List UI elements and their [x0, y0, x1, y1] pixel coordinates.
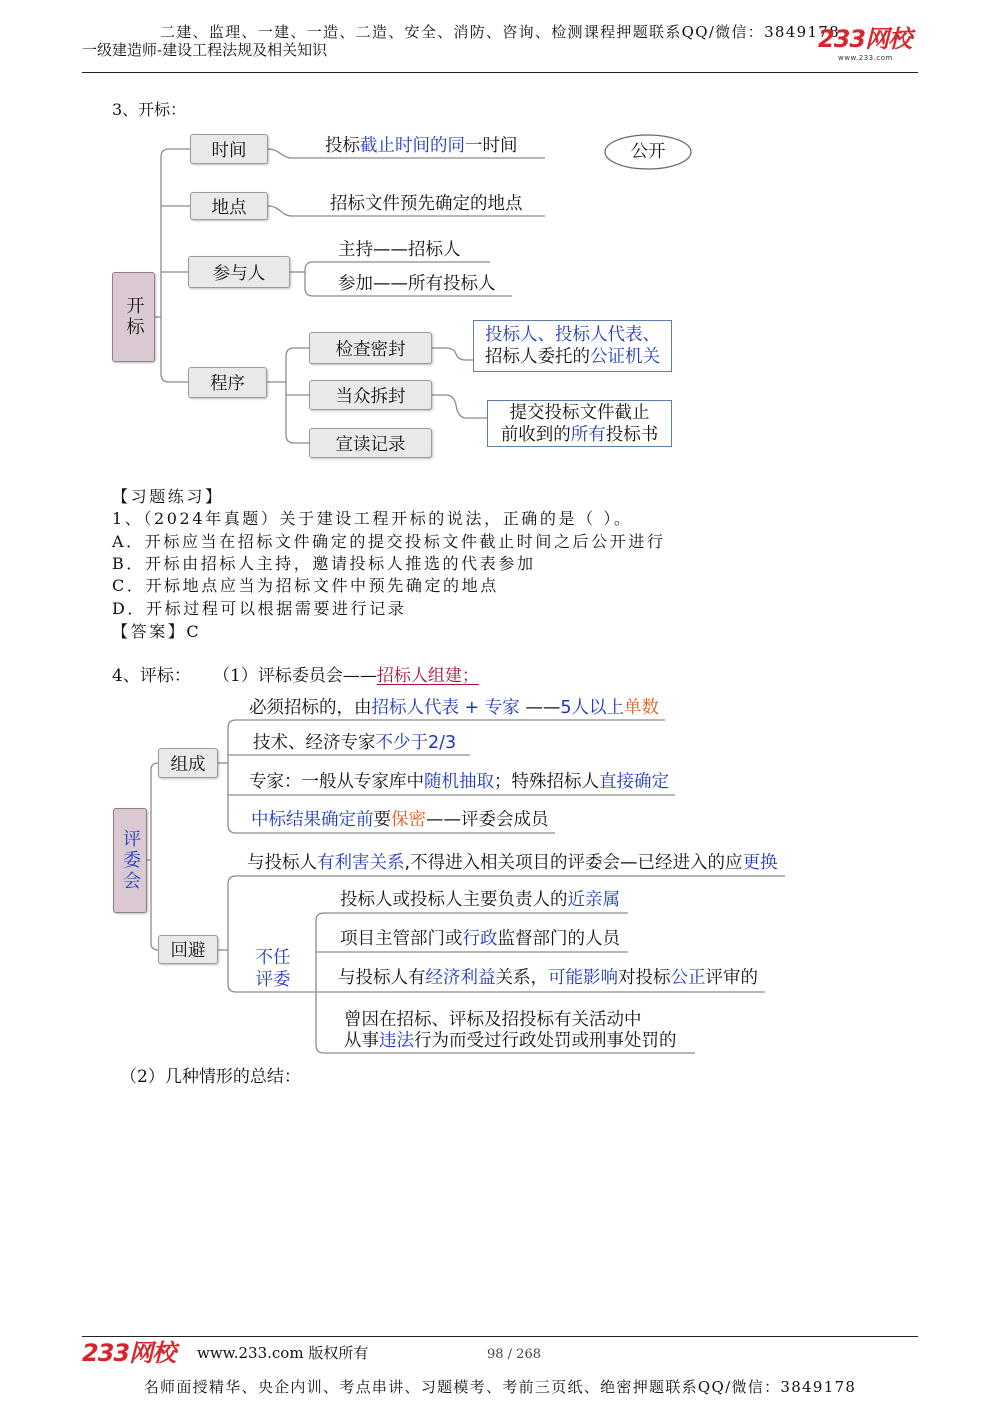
root-box-committee	[113, 808, 147, 913]
section3-heading: 3、开标：	[112, 100, 187, 119]
node-place: 地点	[190, 192, 268, 220]
node-time: 时间	[190, 134, 268, 164]
text-segment: 前收到的	[500, 424, 571, 445]
text-segment: 截止时间的同一	[360, 136, 483, 156]
time-text	[325, 136, 518, 156]
text-segment: 提交投标文件截止	[509, 402, 650, 423]
text-segment: 经济利益	[425, 968, 496, 988]
header-logo: 233网校	[818, 25, 912, 53]
callout-line	[485, 324, 660, 346]
text-segment: 技术、经济专家	[253, 733, 376, 753]
text-segment: 公正	[670, 968, 706, 988]
root-label: 开标	[123, 296, 145, 338]
text-segment: 直接确定	[599, 772, 669, 792]
page-number: 98 / 268	[487, 1347, 541, 1362]
node-composition: 组成	[158, 748, 218, 778]
footer-promo: 名师面授精华、央企内训、考点串讲、习题模考、考前三页纸、绝密押题联系QQ/微信：3849178	[143, 1378, 857, 1396]
footer-rule	[82, 1336, 918, 1337]
sub1-prefix: （1）评标委员会——	[213, 666, 377, 686]
text-segment: ；特殊招标人	[494, 772, 599, 792]
composition-line-1	[249, 698, 659, 718]
text-segment: 时间	[482, 136, 518, 156]
recusal-case-4-line-1	[344, 1010, 642, 1030]
callout-line	[501, 424, 659, 446]
section4-sub2: （2）几种情形的总结：	[120, 1067, 301, 1087]
recusal-case-3	[338, 968, 758, 988]
text-segment: 投标书	[605, 424, 659, 445]
text-segment: 监督部门的人员	[497, 929, 620, 949]
recusal-case-2	[340, 929, 620, 949]
not-serve-label: 不任评委	[255, 948, 291, 990]
text-segment: 近亲属	[567, 890, 620, 910]
place-text	[330, 194, 523, 214]
composition-line-2	[253, 733, 456, 753]
sub1-highlight: 招标人组建；	[376, 666, 479, 686]
root-box-bid-opening	[112, 272, 155, 362]
node-procedure: 程序	[188, 367, 267, 398]
text-segment: 要	[373, 810, 391, 830]
text-segment: 招标人委托的	[485, 347, 590, 367]
header-logo-site: www.233.com	[838, 54, 893, 62]
practice-answer: 【答案】C	[112, 622, 202, 641]
text-segment: 更换	[742, 853, 778, 873]
text-segment: 5人以上	[560, 698, 625, 718]
text-segment: 必须招标的，由	[249, 698, 372, 718]
text-segment: 不少于2/3	[375, 733, 457, 753]
header-course-title: 一级建造师-建设工程法规及相关知识	[82, 41, 328, 59]
text-segment: 保密	[391, 810, 426, 830]
practice-option-c: C．开标地点应当为招标文件中预先确定的地点	[112, 576, 499, 595]
node-read-record: 宣读记录	[309, 428, 432, 458]
text-segment: 对投标	[618, 968, 671, 988]
participants-host-text	[338, 240, 461, 260]
section4-heading: 4、评标：	[112, 666, 191, 686]
text-segment: 与投标人有	[338, 968, 426, 988]
text-segment: 参加——所有投标人	[338, 274, 496, 294]
node-open-publicly: 当众拆封	[309, 380, 432, 410]
practice-heading: 【习题练习】	[112, 487, 224, 506]
text-segment: 有利害关系	[317, 853, 405, 873]
node-check-seal: 检查密封	[309, 332, 432, 364]
footer-site-rights: www.233.com 版权所有	[197, 1344, 369, 1362]
text-segment: ——	[519, 698, 561, 718]
text-segment: 从事	[344, 1031, 379, 1051]
recusal-case-4-line-2	[344, 1031, 677, 1051]
footer-logo: 233网校	[82, 1339, 176, 1367]
callout-check-seal	[473, 320, 672, 372]
connector-committee-bracket	[151, 763, 158, 950]
text-segment: ,不得进入相关项目的评委会—已经进入的应	[404, 853, 743, 873]
text-segment: 招标人代表 + 专家	[371, 698, 520, 718]
text-segment: 投标	[325, 136, 360, 156]
practice-question: 1、（2024年真题）关于建设工程开标的说法，正确的是（ ）。	[112, 509, 633, 528]
text-segment: 项目主管部门或	[340, 929, 463, 949]
participants-attend-text	[338, 274, 496, 294]
text-segment: 随机抽取	[424, 772, 494, 792]
callout-line	[485, 346, 660, 368]
text-segment: 可能影响	[548, 968, 618, 988]
text-segment: 投标人、投标人代表、	[485, 325, 660, 345]
section4-sub1	[213, 666, 479, 687]
recusal-case-1	[340, 890, 620, 910]
connector-main-bracket	[161, 149, 190, 382]
text-segment: ——评委会成员	[426, 810, 549, 830]
text-segment: 行政	[462, 929, 498, 949]
practice-option-a: A．开标应当在招标文件确定的提交投标文件截止时间之后公开进行	[112, 532, 666, 551]
text-segment: 主持——招标人	[338, 240, 461, 260]
connector-open-callout	[432, 395, 487, 418]
composition-line-4	[251, 810, 549, 830]
connector-check-callout	[432, 348, 473, 360]
text-segment: 投标人或投标人主要负责人的	[340, 890, 568, 910]
text-segment: 关系，	[495, 968, 548, 988]
practice-option-d: D．开标过程可以根据需要进行记录	[112, 599, 407, 618]
node-participants: 参与人	[188, 256, 290, 288]
text-segment: 招标文件预先确定的地点	[330, 194, 523, 214]
text-segment: 与投标人	[247, 853, 317, 873]
callout-open-publicly	[487, 400, 672, 447]
text-segment: 公证机关	[590, 347, 660, 367]
composition-line-3	[249, 772, 669, 792]
root-label: 评委会	[120, 829, 141, 892]
callout-line	[510, 402, 650, 424]
practice-option-b: B．开标由招标人主持，邀请投标人推选的代表参加	[112, 554, 536, 573]
text-segment: 曾因在招标、评标及招投标有关活动中	[344, 1010, 642, 1030]
text-segment: 评审的	[705, 968, 758, 988]
text-segment: 中标结果确定前	[251, 810, 374, 830]
text-segment: 专家：一般从专家库中	[249, 772, 424, 792]
text-segment: 单数	[624, 698, 660, 718]
open-tag-label: 公开	[630, 142, 666, 162]
text-segment: 违法	[379, 1031, 414, 1051]
text-segment: 行为而受过行政处罚或刑事处罚的	[414, 1031, 677, 1051]
header-promo: 二建、监理、一建、一造、二造、安全、消防、咨询、检测课程押题联系QQ/微信：3849178	[160, 23, 840, 41]
text-segment: 所有	[570, 424, 606, 445]
node-recusal: 回避	[158, 935, 218, 964]
recusal-main-text	[247, 853, 778, 873]
